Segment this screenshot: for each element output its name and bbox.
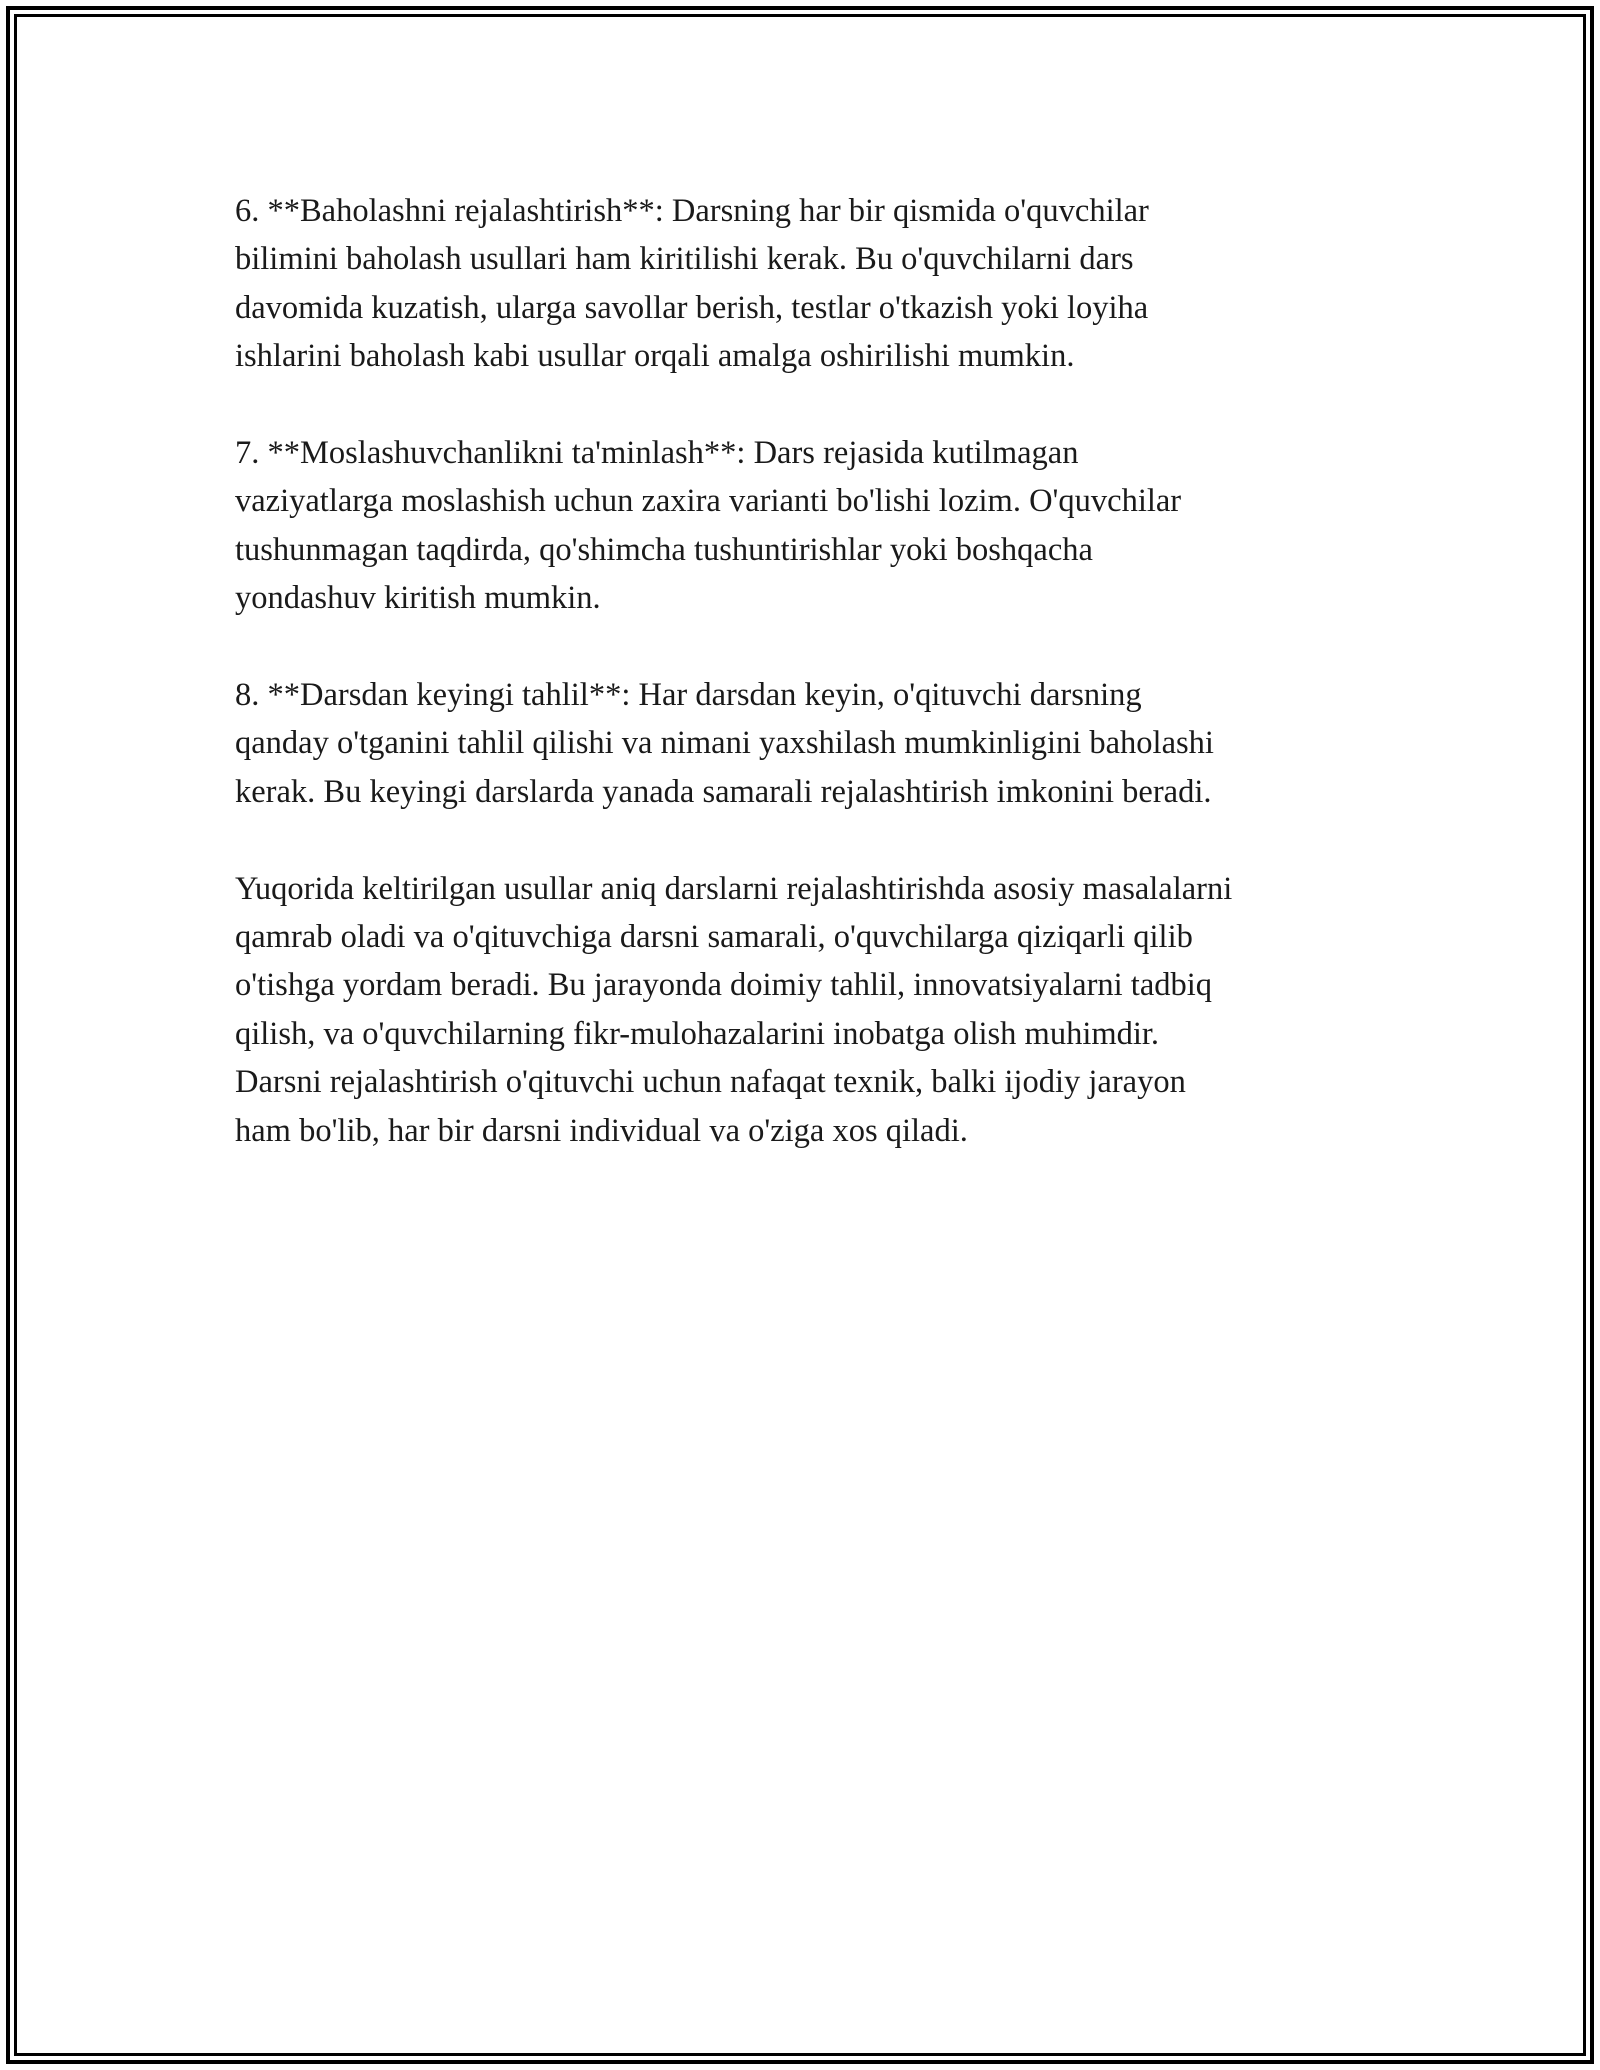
- paragraph-baholashni-rejalashtirish: [235, 187, 1405, 381]
- text-line: qanday o'tganini tahlil qilishi va nimani yaxshilash mumkinligini baholashi: [235, 725, 1214, 762]
- text-line: tushunmagan taqdirda, qo'shimcha tushuntirishlar yoki boshqacha: [235, 531, 1093, 568]
- paragraph-darsdan-keyingi-tahlil: [235, 671, 1405, 816]
- paragraph-moslashuvchanlik: [235, 429, 1405, 623]
- text-line: vaziyatlarga moslashish uchun zaxira varianti bo'lishi lozim. O'quvchilar: [235, 483, 1182, 520]
- text-line: qamrab oladi va o'qituvchiga darsni samarali, o'quvchilarga qiziqarli qilib: [235, 919, 1193, 956]
- text-line: qilish, va o'quvchilarning fikr-mulohazalarini inobatga olish muhimdir.: [235, 1015, 1160, 1052]
- text-line: davomida kuzatish, ularga savollar berish, testlar o'tkazish yoki loyiha: [235, 289, 1149, 326]
- document-body: [235, 187, 1405, 1203]
- text-line: 8. **Darsdan keyingi tahlil**: Har darsdan keyin, o'qituvchi darsning: [235, 677, 1142, 714]
- text-line: ham bo'lib, har bir darsni individual va o'ziga xos qiladi.: [235, 1112, 968, 1149]
- text-line: yondashuv kiritish mumkin.: [235, 580, 601, 617]
- text-line: 7. **Moslashuvchanlikni ta'minlash**: Dars rejasida kutilmagan: [235, 435, 1079, 472]
- text-line: kerak. Bu keyingi darslarda yanada samarali rejalashtirish imkonini beradi.: [235, 773, 1212, 810]
- text-line: Yuqorida keltirilgan usullar aniq darslarni rejalashtirishda asosiy masalalarni: [235, 870, 1233, 907]
- text-line: Darsni rejalashtirish o'qituvchi uchun nafaqat texnik, balki ijodiy jarayon: [235, 1064, 1186, 1101]
- text-line: ishlarini baholash kabi usullar orqali amalga oshirilishi mumkin.: [235, 338, 1075, 375]
- text-line: o'tishga yordam beradi. Bu jarayonda doimiy tahlil, innovatsiyalarni tadbiq: [235, 967, 1213, 1004]
- paragraph-conclusion: [235, 865, 1405, 1155]
- text-line: bilimini baholash usullari ham kiritilishi kerak. Bu o'quvchilarni dars: [235, 241, 1134, 278]
- text-line: 6. **Baholashni rejalashtirish**: Darsning har bir qismida o'quvchilar: [235, 193, 1149, 229]
